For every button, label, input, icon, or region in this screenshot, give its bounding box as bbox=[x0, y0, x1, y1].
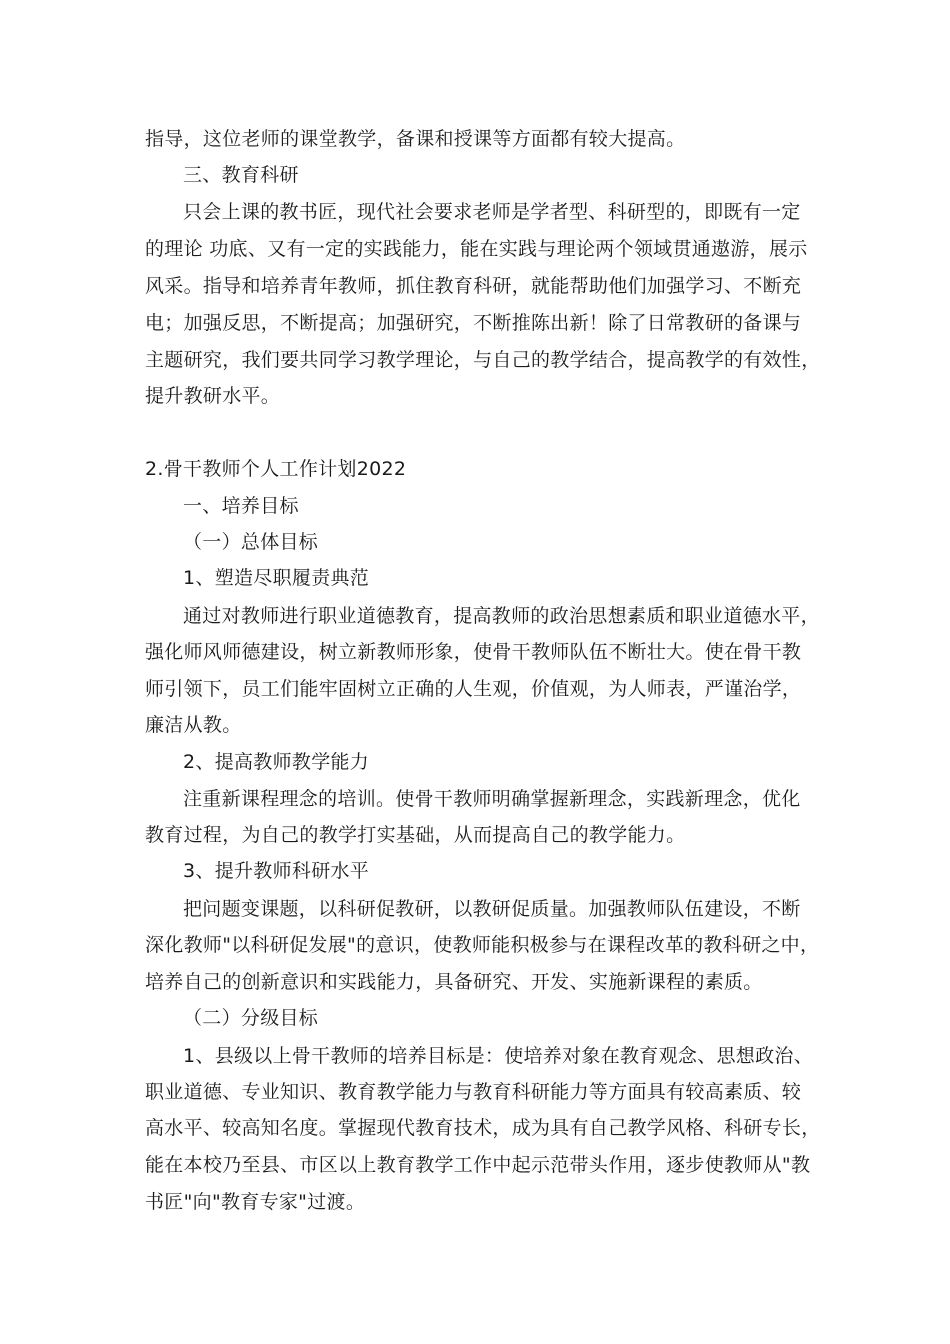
section-heading: 三、教育科研 bbox=[183, 164, 299, 186]
subsection-heading: （二）分级目标 bbox=[183, 1007, 319, 1029]
paragraph-line: 培养自己的创新意识和实践能力，具备研究、开发、实施新课程的素质。 bbox=[145, 971, 763, 993]
paragraph-line: 注重新课程理念的培训。使骨干教师明确掌握新理念，实践新理念，优化 bbox=[183, 788, 801, 810]
document-title: 2.骨干教师个人工作计划2022 bbox=[145, 458, 407, 480]
subsection-heading: （一）总体目标 bbox=[183, 531, 319, 553]
paragraph-line: 高水平、较高知名度。掌握现代教育技术，成为具有自己教学风格、科研专长， bbox=[145, 1117, 821, 1139]
paragraph-line: 把问题变课题，以科研促教研，以教研促质量。加强教师队伍建设，不断 bbox=[183, 898, 801, 920]
paragraph-line: 通过对教师进行职业道德教育，提高教师的政治思想素质和职业道德水平， bbox=[183, 605, 820, 627]
item-heading: 3、提升教师科研水平 bbox=[183, 860, 370, 882]
paragraph-line: 师引领下，员工们能牢固树立正确的人生观，价值观，为人师表，严谨治学， bbox=[145, 678, 802, 700]
paragraph-line: 强化师风师德建设，树立新教师形象，使骨干教师队伍不断壮大。使在骨干教 bbox=[145, 641, 802, 663]
item-heading: 1、塑造尽职履责典范 bbox=[183, 567, 370, 589]
paragraph-line: 廉洁从教。 bbox=[145, 714, 242, 736]
section-heading: 一、培养目标 bbox=[183, 495, 299, 517]
paragraph-line: 1、县级以上骨干教师的培养目标是：使培养对象在教育观念、思想政治、 bbox=[183, 1045, 813, 1067]
paragraph-line: 电；加强反思，不断提高；加强研究，不断推陈出新！除了日常教研的备课与 bbox=[145, 312, 802, 334]
paragraph-line: 主题研究，我们要共同学习教学理论，与自己的教学结合，提高教学的有效性， bbox=[145, 349, 821, 371]
paragraph-line: 只会上课的教书匠，现代社会要求老师是学者型、科研型的，即既有一定 bbox=[183, 201, 801, 223]
item-heading: 2、提高教师教学能力 bbox=[183, 751, 370, 773]
paragraph-line: 能在本校乃至县、市区以上教育教学工作中起示范带头作用，逐步使教师从"教 bbox=[145, 1154, 811, 1176]
paragraph-line: 书匠"向"教育专家"过渡。 bbox=[145, 1191, 366, 1213]
paragraph-line: 教育过程，为自己的教学打实基础，从而提高自己的教学能力。 bbox=[145, 824, 686, 846]
paragraph-line: 深化教师"以科研促发展"的意识，使教师能积极参与在课程改革的教科研之中， bbox=[145, 934, 820, 956]
paragraph-line: 风采。指导和培养青年教师，抓住教育科研，就能帮助他们加强学习、不断充 bbox=[145, 275, 802, 297]
paragraph-line: 指导，这位老师的课堂教学，备课和授课等方面都有较大提高。 bbox=[145, 128, 686, 150]
paragraph-line: 的理论 功底、又有一定的实践能力，能在实践与理论两个领域贯通遨游，展示 bbox=[145, 238, 808, 260]
paragraph-line: 职业道德、专业知识、教育教学能力与教育科研能力等方面具有较高素质、较 bbox=[145, 1081, 802, 1103]
paragraph-line: 提升教研水平。 bbox=[145, 385, 281, 407]
